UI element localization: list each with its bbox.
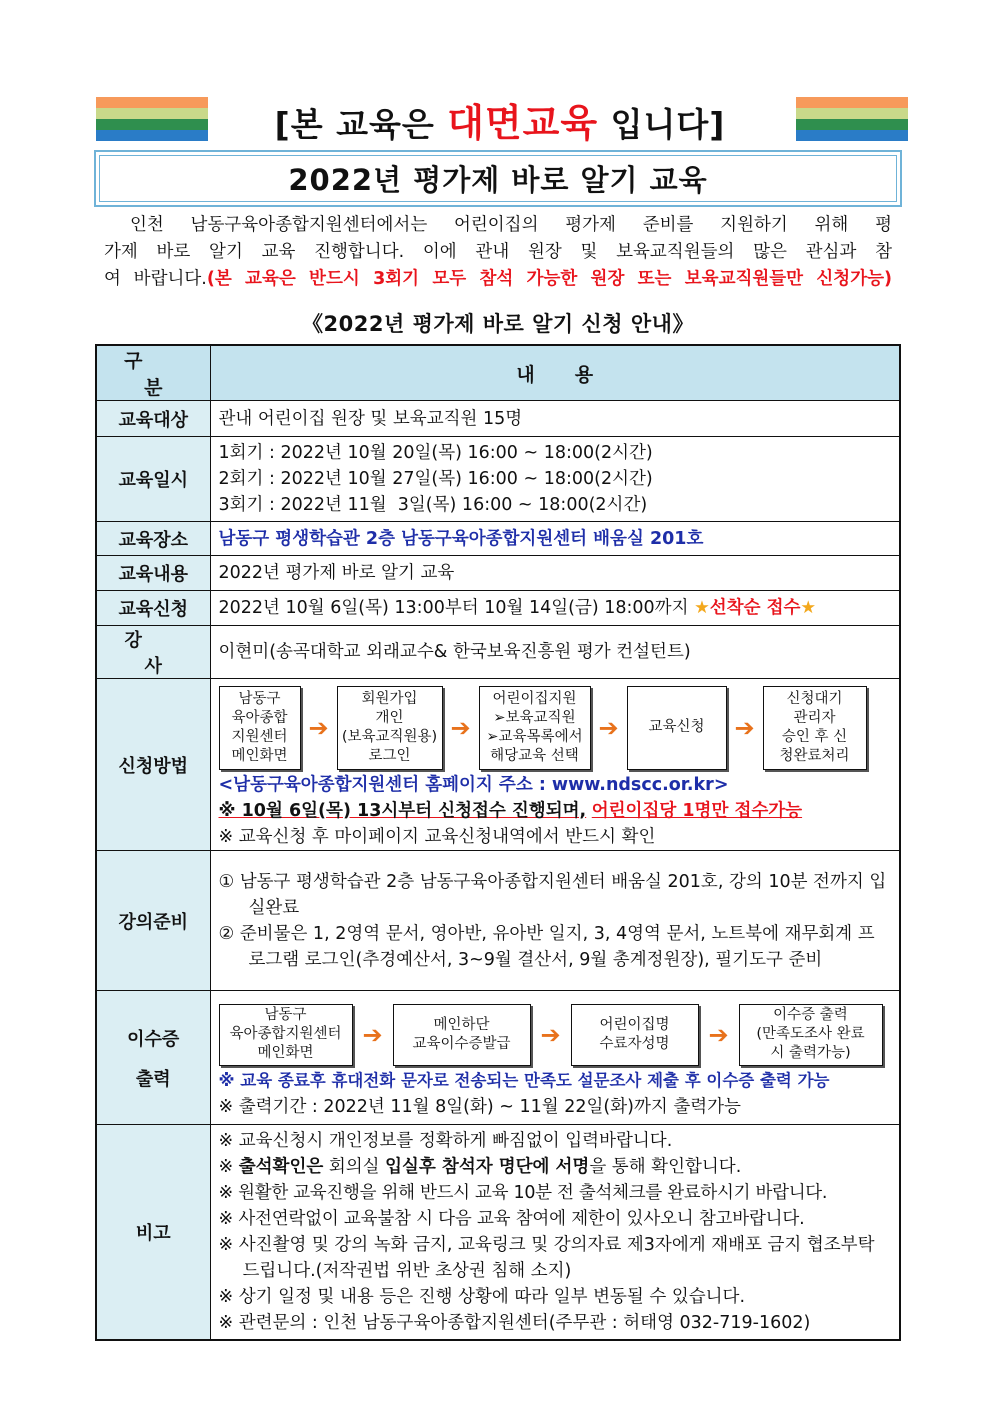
arrow-right-icon: ➔ — [308, 713, 329, 742]
flow-step: 남동구 육아종합 지원센터 메인화면 — [219, 686, 301, 770]
info-table — [95, 344, 901, 1341]
homepage-url: <남동구육아종합지원센터 홈페이지 주소 : www.ndscc.or.kr> — [218, 774, 729, 795]
flow-step: 이수증 출력 (만족도조사 완료 시 출력가능) — [739, 1004, 883, 1066]
intro-paragraph: 인천 남동구육아종합지원센터에서는 어린이집의 평가제 준비를 지원하기 위해 평 가제 바로 알기 교육 진행합니다. 이에 관내 원장 및 보육교직원들의 많은 관심과 참 여 바랍니다.(본 교육은 반드시 3회기 모두 참석 가능한 원장 또는 보육교직원들만 신청가능) — [104, 215, 892, 289]
arrow-right-icon: ➔ — [708, 1020, 729, 1049]
table-row-remarks: 비고 ※ 교육신청시 개인정보를 정확하게 빠짐없이 입력바랍니다. ※ 출석확인은 회의실 입실후 참석자 명단에 서명을 통해 확인합니다. ※ 원활한 교육진행을 위해 반드시 교육 10분 전 출석체크를 완료하시기 바랍니다. ※ 사전연락없이 교육불참 시 다음 교육 참여에 제한이 있사오니 참고바랍니다. ※ 사진촬영 및 강의 녹화 금지, 교육링크 및 강의자료 제3자에게 재배포 금지 협조부탁드립니다.(저작권법 위반 초상권 침해 소지) ※ 상기 일정 및 내용 등은 진행 상황에 따라 일부 변동될 수 있습니다. ※ 관련문의 : 인천 남동구육아종합지원센터(주무관 : 허태영 032-719-1602) — [96, 1125, 900, 1340]
flow-step: 메인하단 교육이수증발급 — [393, 1004, 531, 1066]
face-to-face-highlight: 대면교육 — [447, 101, 599, 145]
face-to-face-notice: [본 교육은 대면교육 입니다] — [274, 101, 726, 145]
table-row-prep: 강의준비 ① 남동구 평생학습관 2층 남동구육아종합지원센터 배움실 201호, 강의 10분 전까지 입실완료 ② 준비물은 1, 2영역 문서, 영아반, 유아반 일지, 3, 4영역 문서, 노트북에 재무회계 프로그램 로그인(추경예산서, 3~9월 결산서, 9월 총계정원장), 필기도구 준비 — [96, 851, 900, 991]
cert-flow — [219, 996, 892, 1068]
decor-stripes-right — [796, 97, 908, 141]
table-row-content: 교육내용 2022년 평가제 바로 알기 교육 — [96, 556, 900, 591]
arrow-right-icon: ➔ — [540, 1020, 561, 1049]
star-icon: ★ — [694, 598, 710, 618]
flow-step: 회원가입 개인 (보육교직원용) 로그인 — [337, 686, 443, 770]
table-row-schedule: 교육일시 1회기 : 2022년 10월 20일(목) 16:00 ~ 18:00(2시간) 2회기 : 2022년 10월 27일(목) 16:00 ~ 18:00(2시간) 3회기 : 2022년 11월 3일(목) 16:00 ~ 18:00(2시간) — [96, 437, 900, 522]
apply-flow — [219, 680, 892, 772]
main-title: 2022년 평가제 바로 알기 교육 — [99, 155, 897, 202]
table-header-row: 구분 내용 — [96, 345, 900, 401]
section-title: 《2022년 평가제 바로 알기 신청 안내》 — [302, 312, 694, 336]
arrow-right-icon: ➔ — [734, 713, 755, 742]
intro-warning: (본 교육은 반드시 3회기 모두 참석 가능한 원장 또는 보육교직원들만 신청가능) — [206, 269, 892, 289]
flow-step: 어린이집명 수료자성명 — [571, 1004, 699, 1066]
table-row-target: 교육대상 관내 어린이집 원장 및 보육교직원 15명 — [96, 401, 900, 437]
arrow-right-icon: ➔ — [598, 713, 619, 742]
flow-step: 남동구 육아종합지원센터 메인화면 — [219, 1004, 353, 1066]
table-row-method: 신청방법 남동구 육아종합 지원센터 메인화면 ➔ 회원가입 개인 (보육교직원용) 로그인 ➔ 어린이집지원 ➢보육교직원 ➢교육목록에서 해당교육 선택 ➔ 교육신청 ➔ 신청대기 관리자 승인 후 신 청완료처리 <남동구육아종합지원센터 홈페이지 주소 : www.ndscc.or.kr> ※ 10월 6일(목) 13시부터 신청접수 진행되며, 어린이집당 1명만 접수가능 ※ 교육신청 후 마이페이지 교육신청내역에서 반드시 확인 — [96, 679, 900, 851]
main-title-box — [94, 150, 902, 207]
flow-step: 어린이집지원 ➢보육교직원 ➢교육목록에서 해당교육 선택 — [479, 686, 591, 770]
table-row-apply: 교육신청 2022년 10월 6일(목) 13:00부터 10월 14일(금) 18:00까지 ★선착순 접수★ — [96, 591, 900, 626]
table-row-place: 교육장소 남동구 평생학습관 2층 남동구육아종합지원센터 배움실 201호 — [96, 522, 900, 556]
table-row-lecturer: 강사 이현미(송곡대학교 외래교수& 한국보육진흥원 평가 컨설턴트) — [96, 626, 900, 679]
arrow-right-icon: ➔ — [362, 1020, 383, 1049]
decor-stripes-left — [96, 97, 208, 141]
table-row-cert: 이수증 출력 남동구 육아종합지원센터 메인화면 ➔ 메인하단 교육이수증발급 ➔ 어린이집명 수료자성명 ➔ 이수증 출력 (만족도조사 완료 시 출력가능) ※ 교육 종료후 휴대전화 문자로 전송되는 만족도 설문조사 제출 후 이수증 출력 가능 ※ 출력기간 : 2022년 11월 8일(화) ~ 11월 22일(화)까지 출력가능 — [96, 991, 900, 1125]
flow-step: 교육신청 — [627, 686, 727, 770]
arrow-right-icon: ➔ — [450, 713, 471, 742]
flow-step: 신청대기 관리자 승인 후 신 청완료처리 — [763, 686, 867, 770]
star-icon: ★ — [800, 598, 817, 618]
